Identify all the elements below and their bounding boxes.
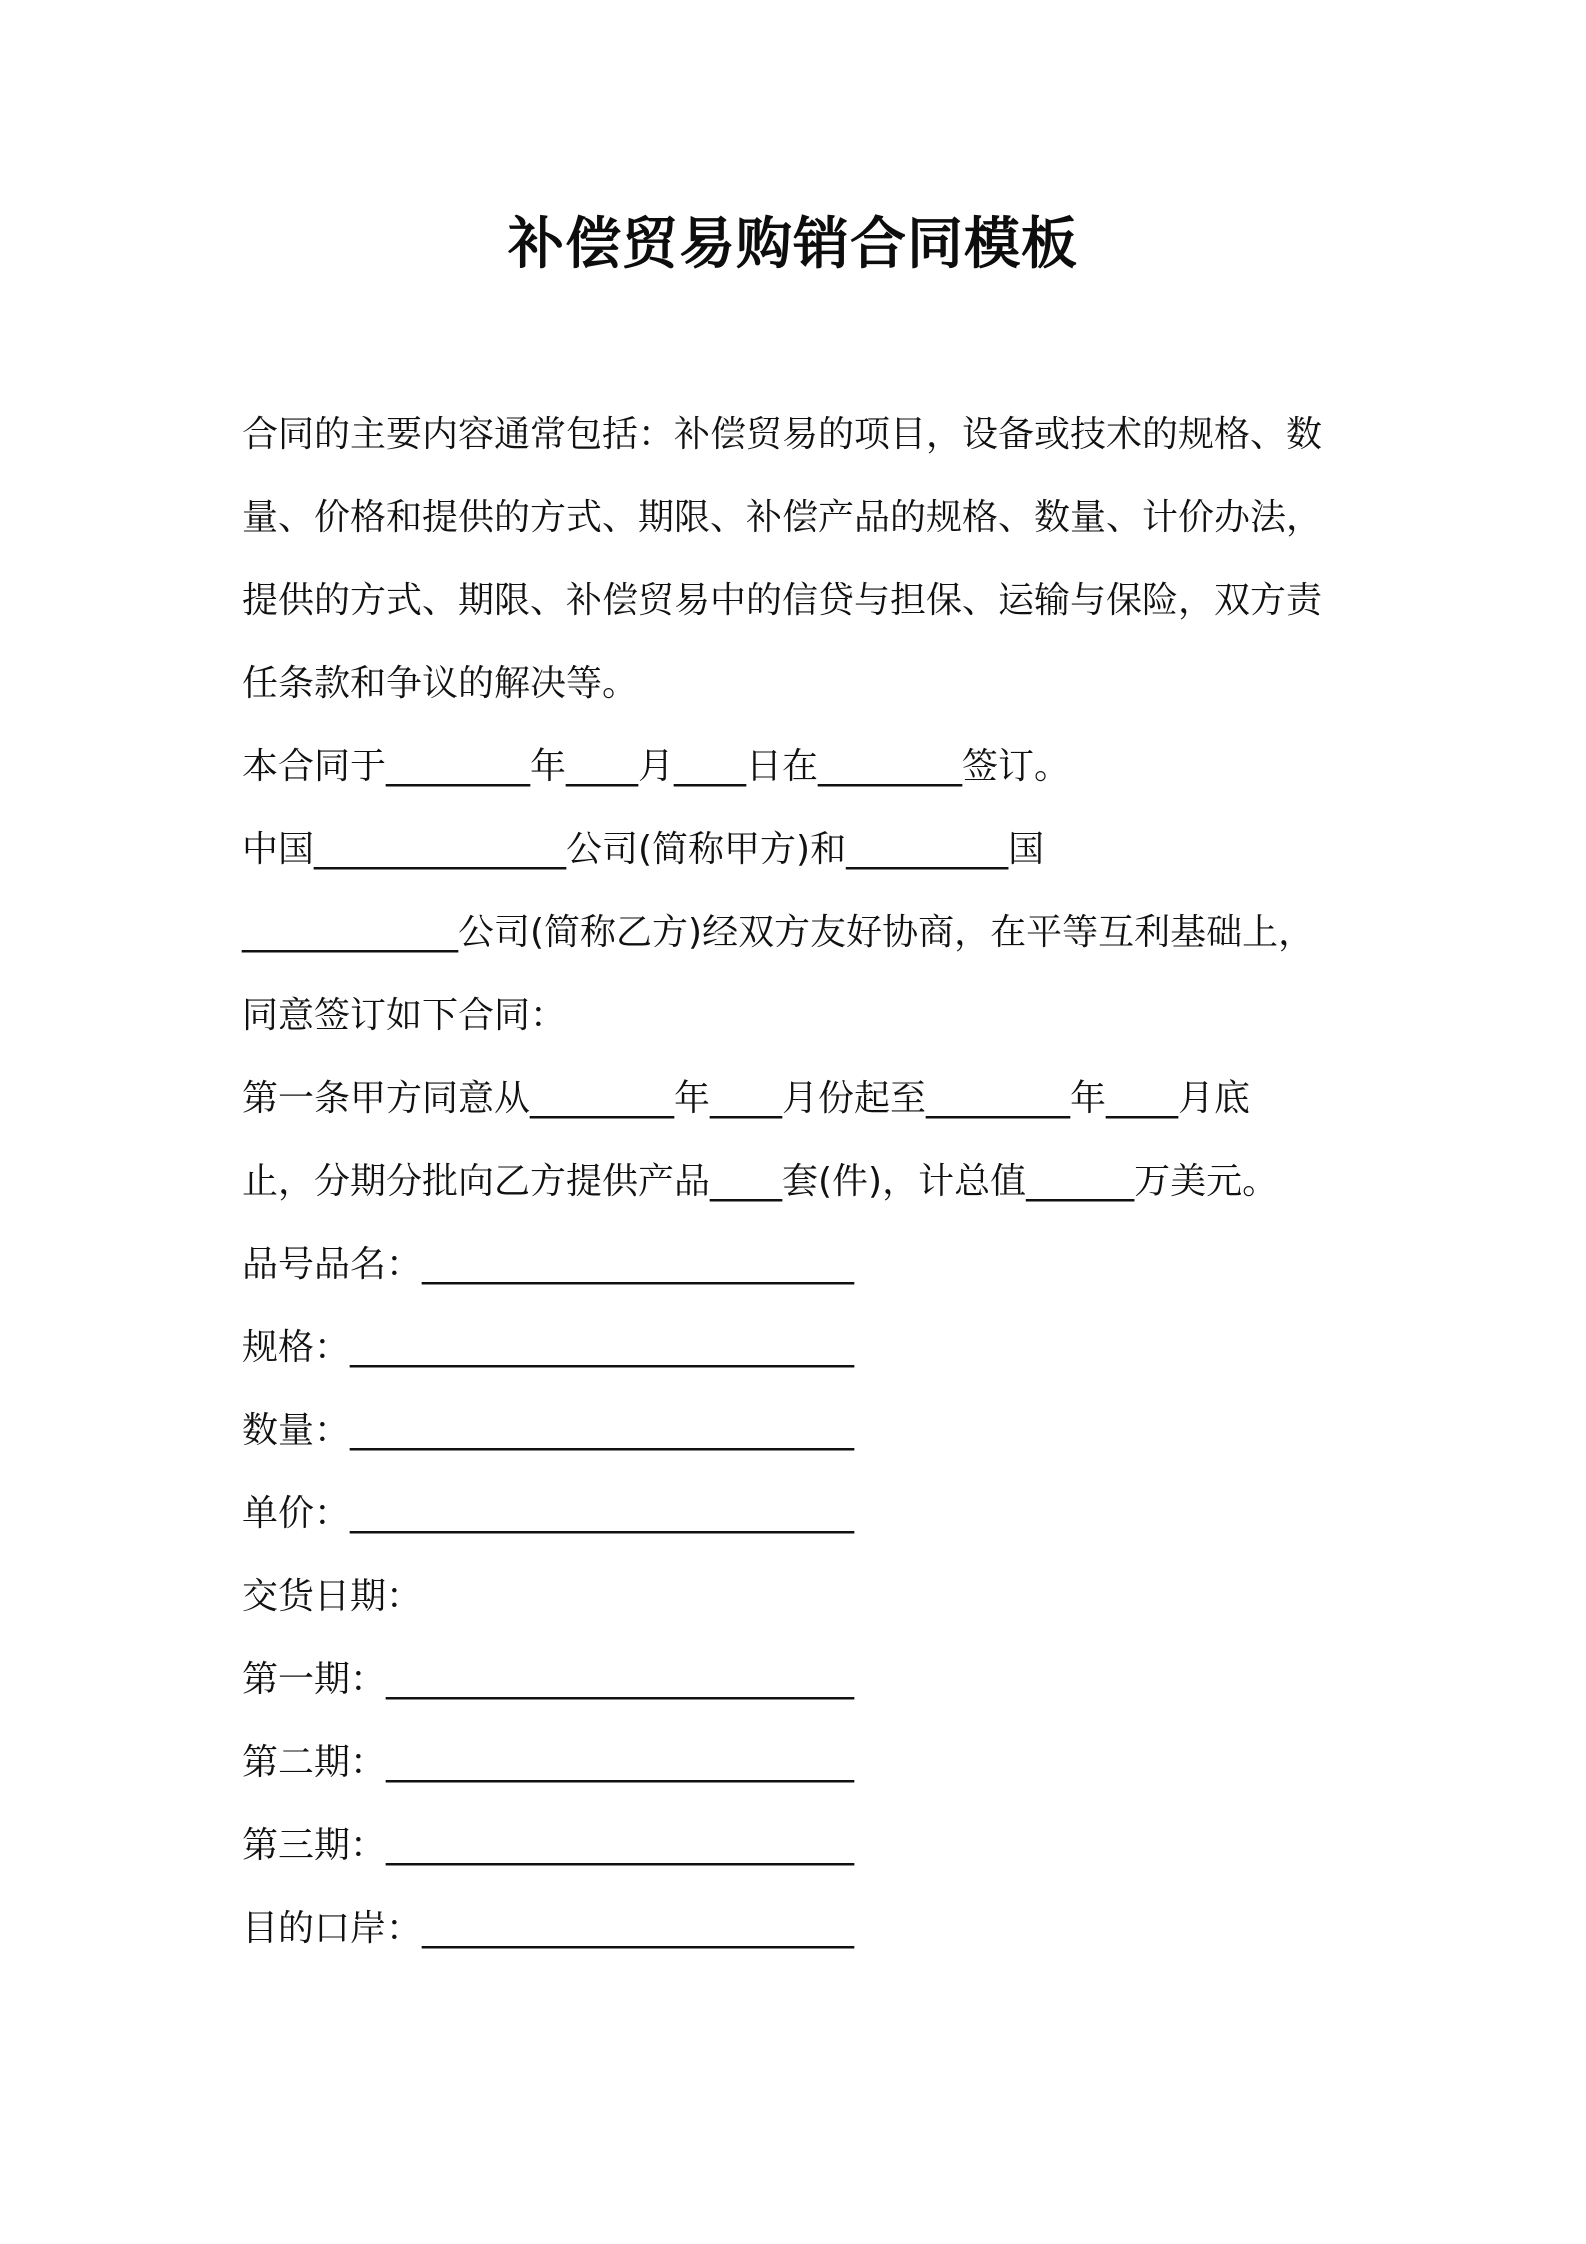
article-one-line-2: 止，分期分批向乙方提供产品____套(件)，计总值______万美元。 xyxy=(242,1161,1279,1202)
product-name-field: 品号品名：________________________ xyxy=(242,1244,855,1285)
intro-line-2: 量、价格和提供的方式、期限、补偿产品的规格、数量、计价办法， xyxy=(242,497,1323,538)
agreement-line: 同意签订如下合同： xyxy=(242,995,567,1036)
document-title: 补偿贸易购销合同模板 xyxy=(508,212,1078,277)
phase-three-field: 第三期：__________________________ xyxy=(242,1825,855,1866)
phase-one-field: 第一期：__________________________ xyxy=(242,1659,855,1700)
delivery-date-heading: 交货日期： xyxy=(242,1576,423,1617)
intro-line-1: 合同的主要内容通常包括：补偿贸易的项目，设备或技术的规格、数 xyxy=(242,414,1323,455)
intro-line-3: 提供的方式、期限、补偿贸易中的信贷与担保、运输与保险，双方责 xyxy=(242,580,1323,621)
party-a-line: 中国______________公司(简称甲方)和_________国 xyxy=(242,829,1045,870)
phase-two-field: 第二期：__________________________ xyxy=(242,1742,855,1783)
specification-field: 规格：____________________________ xyxy=(242,1327,855,1368)
destination-port-field: 目的口岸：________________________ xyxy=(242,1908,855,1949)
signing-date-line: 本合同于________年____月____日在________签订。 xyxy=(242,746,1071,787)
quantity-field: 数量：____________________________ xyxy=(242,1410,855,1451)
party-b-line: ____________公司(简称乙方)经双方友好协商，在平等互利基础上， xyxy=(242,912,1315,953)
article-one-line-1: 第一条甲方同意从________年____月份起至________年____月底 xyxy=(242,1078,1251,1119)
unit-price-field: 单价：____________________________ xyxy=(242,1493,855,1534)
intro-line-4: 任条款和争议的解决等。 xyxy=(242,663,639,704)
